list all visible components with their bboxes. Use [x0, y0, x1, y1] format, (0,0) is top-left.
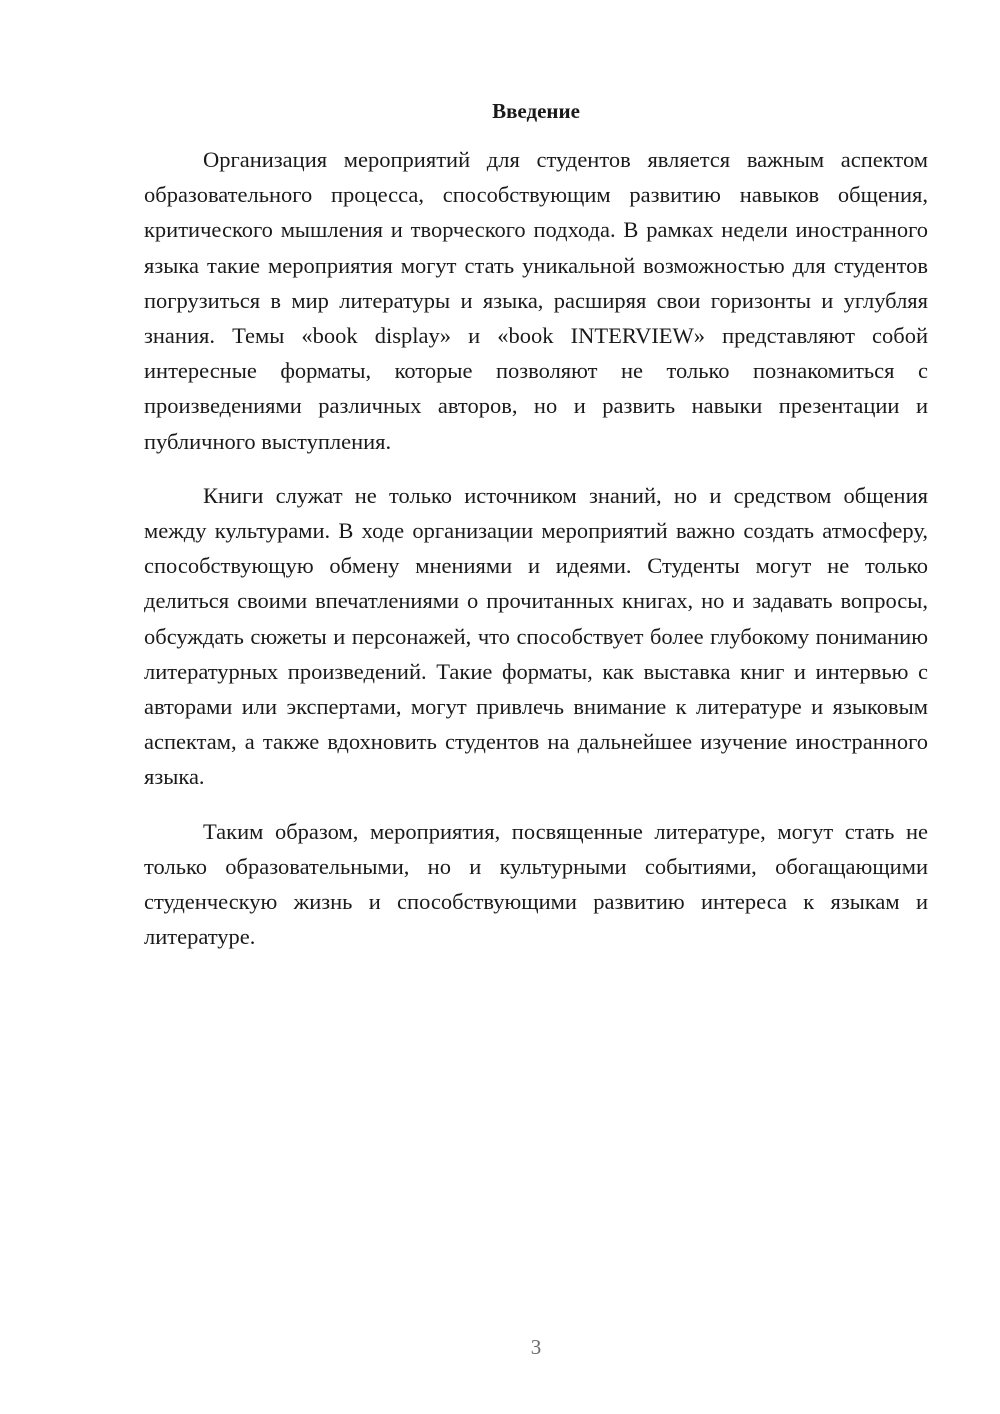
body-text	[144, 142, 928, 973]
section-heading: Введение	[492, 99, 580, 123]
paragraph-3: Таким образом, мероприятия, посвященные литературе, могут стать не только образовательными, но и культурными событиями, обогащающими студенческую жизнь и способствующими развитию интереса к языкам и литературе.	[144, 818, 928, 950]
paragraph-2: Книги служат не только источником знаний, но и средством общения между культурами. В ходе организации мероприятий важно создать атмосферу, способствующую обмену мнениями и идеями. Студенты могут не только делиться своими впечатлениями о прочитанных книгах, но и задавать вопросы, обсуждать сюжеты и персонажей, что способствует более глубокому пониманию литературных произведений. Такие форматы, как выставка книг и интервью с авторами или экспертами, могут привлечь внимание к литературе и языковым аспектам, а также вдохновить студентов на дальнейшее изучение иностранного языка.	[144, 482, 928, 790]
page-number: 3	[530, 1335, 542, 1359]
paragraph-1: Организация мероприятий для студентов является важным аспектом образовательного процесса, способствующим развитию навыков общения, критического мышления и творческого подхода. В рамках недели иностранного языка такие мероприятия могут стать уникальной возможностью для студентов погрузиться в мир литературы и языка, расширяя свои горизонты и углубляя знания. Темы «book display» и «book INTERVIEW» представляют собой интересные форматы, которые позволяют не только познакомиться с произведениями различных авторов, но и развить навыки презентации и публичного выступления.	[144, 147, 928, 454]
